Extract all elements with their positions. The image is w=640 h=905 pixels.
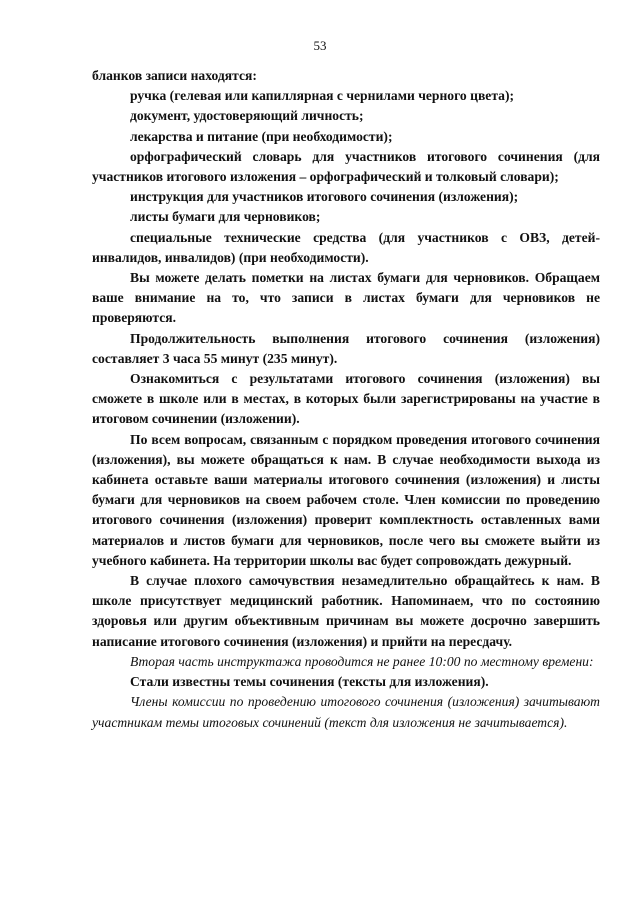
paragraph-second-part-note: Вторая часть инструктажа проводится не ранее 10:00 по местному времени: [130, 653, 594, 669]
list-item-pen: ручка (гелевая или капиллярная с чернилами черного цвета); [130, 88, 515, 104]
paragraph-blanks-intro: бланков записи находятся: [92, 68, 257, 83]
page-number: 53 [313, 38, 327, 53]
paragraph-commission-note: Члены комиссии по проведению итогового сочинения (изложения) зачитывают участникам темы итоговых сочинений (текст для изложения не зачитывается). [92, 694, 600, 730]
paragraph-topics-known: Стали известны темы сочинения (тексты для изложения). [130, 674, 489, 690]
document-body [92, 66, 600, 733]
list-item-special-equipment: специальные технические средства (для участников с ОВЗ, детей-инвалидов, инвалидов) (при необходимости). [92, 229, 600, 265]
paragraph-draft-notes: Вы можете делать пометки на листах бумаги для черновиков. Обращаем ваше внимание на то, что записи в листах бумаги для черновиков не проверяются. [92, 270, 600, 326]
list-item-draft-sheets: листы бумаги для черновиков; [130, 209, 321, 225]
list-item-instruction: инструкция для участников итогового сочинения (изложения); [130, 189, 519, 205]
list-item-medicine-food: лекарства и питание (при необходимости); [130, 128, 393, 144]
paragraph-health: В случае плохого самочувствия незамедлительно обращайтесь к нам. В школе присутствует медицинский работник. Напоминаем, что по состоянию здоровья или другим объективным причинам вы можете досрочно завершить написание итогового сочинения (изложения) и прийти на пересдачу. [92, 573, 600, 649]
list-item-dictionary: орфографический словарь для участников итогового сочинения (для участников итогового изложения – орфографический и толковый словари); [92, 148, 600, 185]
paragraph-results: Ознакомиться с результатами итогового сочинения (изложения) вы сможете в школе или в местах, в которых были зарегистрированы на участие в итоговом сочинении (изложении). [92, 371, 600, 427]
list-item-id-document: документ, удостоверяющий личность; [130, 108, 364, 124]
paragraph-questions: По всем вопросам, связанным с порядком проведения итогового сочинения (изложения), вы можете обращаться к нам. В случае необходимости выхода из кабинета оставьте ваши материалы итогового сочинения (изложения) и листы бумаги для черновиков на своем рабочем столе. Член комиссии по проведению итогового сочинения (изложения) проверит комплектность оставленных вами материалов и листов бумаги для черновиков, после чего вы сможете выйти из учебного кабинета. На территории школы вас будет сопровождать дежурный. [92, 431, 600, 568]
paragraph-duration: Продолжительность выполнения итогового сочинения (изложения) составляет 3 часа 55 минут (235 минут). [92, 330, 600, 366]
